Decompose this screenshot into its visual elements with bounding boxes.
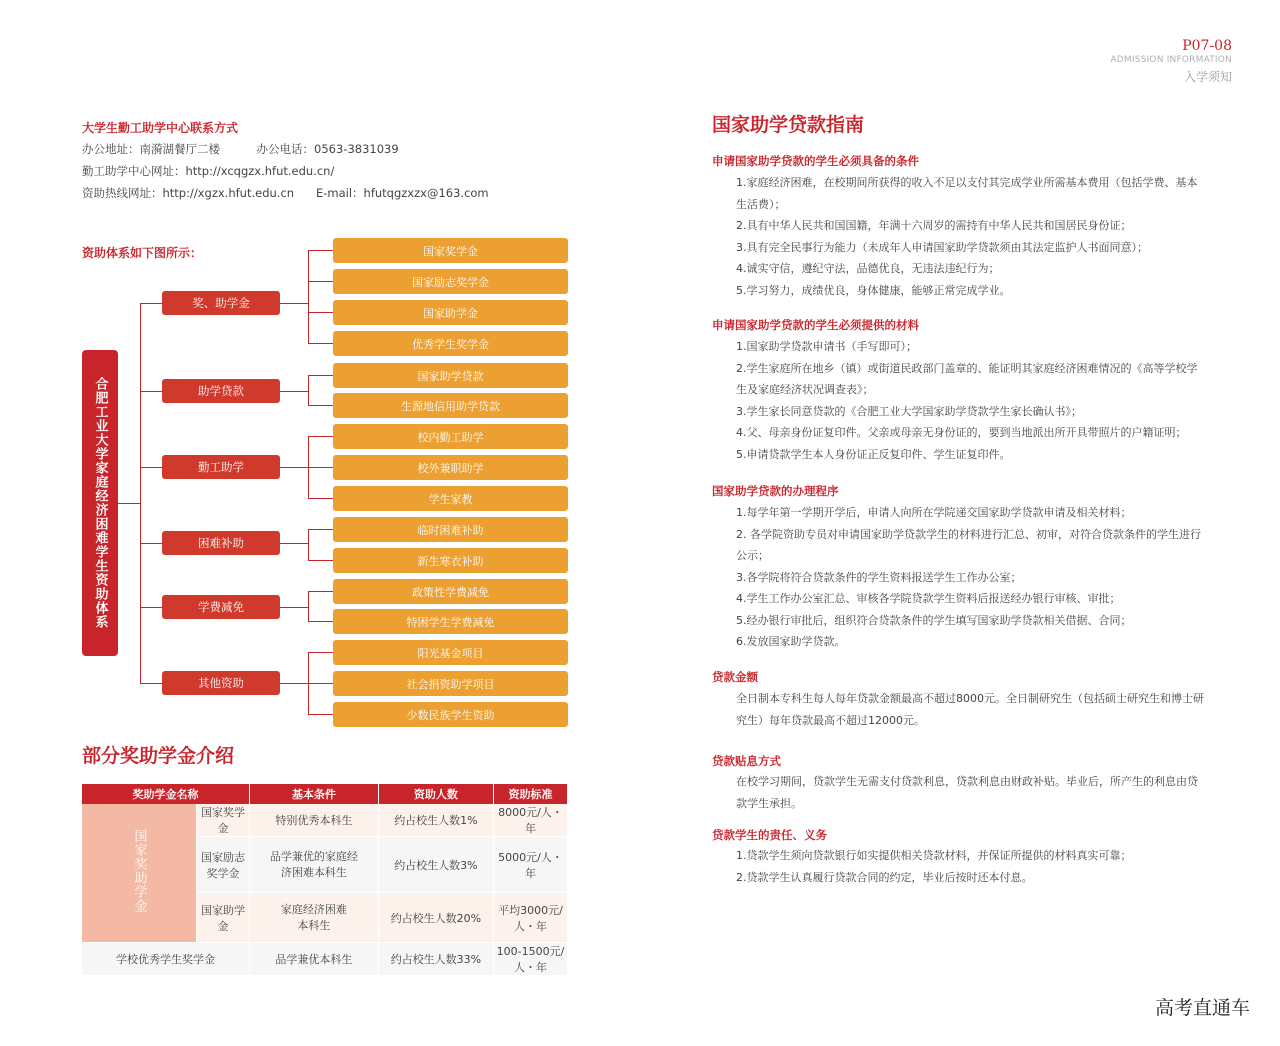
leaf-node: 社会捐资助学项目 [333, 671, 568, 696]
connector [140, 303, 141, 684]
leaf-node: 国家奖学金 [333, 238, 568, 263]
cell-name: 国家奖学金 [197, 804, 250, 837]
system-title: 资助体系如下图所示： [82, 246, 203, 260]
connector [308, 375, 333, 376]
connector [308, 591, 333, 592]
cell-condition: 特别优秀本科生 [249, 804, 378, 837]
connector [308, 529, 333, 530]
leaf-node: 校内勤工助学 [333, 424, 568, 449]
list-item: 5.学习努力，成绩优良，身体健康，能够正常完成学业。 [736, 283, 1011, 297]
leaf-node: 新生寒衣补助 [333, 548, 568, 573]
leaf-node: 政策性学费减免 [333, 579, 568, 604]
section-heading-duties: 贷款学生的责任、义务 [712, 828, 827, 842]
group-label [82, 804, 197, 943]
paragraph: 全日制本专科生每人每年贷款金额最高不超过8000元。全日制研究生（包括硕士研究生和博士研究生）每年贷款最高不超过12000元。 [736, 692, 1204, 727]
cell-count: 约占校生人数33% [378, 943, 493, 976]
list-item: 4.父、母亲身份证复印件。父亲或母亲无身份证的，要到当地派出所开具带照片的户籍证明； [736, 426, 1187, 439]
paragraph: 在校学习期间，贷款学生无需支付贷款利息，贷款利息由财政补贴。毕业后，所产生的利息由贷款学生承担。 [736, 775, 1198, 810]
section-procedure [712, 502, 1204, 653]
connector [140, 467, 162, 468]
contact-website[interactable]: 勤工助学中心网址：http://xcqgzx.hfut.edu.cn/ [82, 164, 335, 178]
list-item: 1.贷款学生须向贷款银行如实提供相关贷款材料，并保证所提供的材料真实可靠； [736, 849, 1132, 862]
watermark: 高考直通车 [1154, 997, 1250, 1019]
cell-standard: 5000元/人・年 [493, 837, 567, 893]
cell-name: 国家助学金 [197, 893, 250, 943]
leaf-node: 阳光基金项目 [333, 640, 568, 665]
contact-address-phone: 办公地址：南漪湖餐厅二楼 办公电话：0563-3831039 [82, 142, 399, 156]
list-item: 5.申请贷款学生本人身份证正反复印件、学生证复印件。 [736, 447, 1011, 461]
node-student-loan: 助学贷款 [162, 379, 280, 403]
guide-title: 国家助学贷款指南 [712, 114, 865, 136]
connector [140, 607, 162, 608]
list-item: 2.学生家庭所在地乡（镇）或街道民政部门盖章的、能证明其家庭经济困难情况的《高等学校学生及家庭经济状况调查表》； [736, 361, 1198, 396]
list-item: 1.国家助学贷款申请书（手写即可）； [736, 340, 917, 353]
scholarship-section-title: 部分奖助学金介绍 [82, 745, 235, 767]
section-heading-materials: 申请国家助学贷款的学生必须提供的材料 [712, 318, 919, 332]
connector [308, 683, 333, 684]
list-item: 6.发放国家助学贷款。 [736, 635, 846, 648]
connector [308, 343, 333, 344]
list-item: 3.学生家长同意贷款的《合肥工业大学国家助学贷款学生家长确认书》； [736, 404, 1082, 418]
contact-hotline-email[interactable]: 资助热线网址：http://xgzx.hfut.edu.cn E-mail：hfutqgzxzx@163.com [82, 186, 489, 200]
root-node-label: 合肥工业大学家庭经济困难学生资助体系 [92, 377, 108, 629]
connector [308, 375, 309, 406]
leaf-node: 少数民族学生资助 [333, 702, 568, 727]
table-row [82, 804, 568, 837]
root-node [82, 350, 118, 656]
connector [140, 303, 162, 304]
list-item: 2.贷款学生认真履行贷款合同的约定，毕业后按时还本付息。 [736, 870, 1033, 884]
connector [280, 303, 309, 304]
contact-title: 大学生勤工助学中心联系方式 [82, 121, 239, 135]
cell-condition: 家庭经济困难本科生 [249, 893, 378, 943]
table-row [82, 943, 568, 976]
section-heading-procedure: 国家助学贷款的办理程序 [712, 484, 839, 498]
section-heading-conditions: 申请国家助学贷款的学生必须具备的条件 [712, 154, 919, 168]
connector [308, 281, 333, 282]
node-hardship-subsidy: 困难补助 [162, 531, 280, 555]
cell-name: 国家励志奖学金 [197, 837, 250, 893]
list-item: 1.每学年第一学期开学后，申请人向所在学院递交国家助学贷款申请及相关材料； [736, 506, 1132, 519]
list-item: 2.具有中华人民共和国国籍，年满十六周岁的需持有中华人民共和国居民身份证； [736, 219, 1132, 232]
connector [308, 529, 309, 560]
list-item: 4.诚实守信，遵纪守法，品德优良，无违法违纪行为； [736, 262, 1000, 275]
leaf-node: 国家助学贷款 [333, 363, 568, 388]
leaf-node: 生源地信用助学贷款 [333, 393, 568, 418]
node-other-aid: 其他资助 [162, 671, 280, 695]
connector [280, 543, 309, 544]
section-amount [712, 688, 1204, 731]
connector [308, 405, 333, 406]
connector [308, 560, 333, 561]
node-scholarship-grant: 奖、助学金 [162, 291, 280, 315]
cell-condition: 品学兼优的家庭经济困难本科生 [249, 837, 378, 893]
connector [308, 498, 333, 499]
list-item: 1.家庭经济困难，在校期间所获得的收入不足以支付其完成学业所需基本费用（包括学费、基本生活费）； [736, 176, 1198, 211]
connector [308, 652, 333, 653]
cell-standard: 8000元/人・年 [493, 804, 567, 837]
connector [308, 250, 309, 344]
header-chinese: 入学须知 [1183, 70, 1232, 84]
col-header-condition: 基本条件 [249, 784, 378, 804]
cell-count: 约占校生人数1% [378, 804, 493, 837]
leaf-node: 学生家教 [333, 486, 568, 511]
list-item: 2. 各学院资助专员对申请国家助学贷款学生的材料进行汇总、初审，对符合贷款条件的学生进行公示； [736, 527, 1201, 562]
scholarship-table [82, 784, 568, 976]
section-materials [712, 336, 1204, 465]
connector [308, 714, 333, 715]
connector [280, 467, 309, 468]
connector [280, 391, 309, 392]
connector [308, 591, 309, 622]
cell-standard: 平均3000元/人・年 [493, 893, 567, 943]
connector [140, 683, 162, 684]
cell-count: 约占校生人数3% [378, 837, 493, 893]
connector [280, 607, 309, 608]
leaf-node: 国家助学金 [333, 300, 568, 325]
node-work-study: 勤工助学 [162, 455, 280, 479]
col-header-name: 奖助学金名称 [82, 784, 249, 804]
group-label-text: 国家奖助学金 [131, 829, 147, 913]
connector [308, 621, 333, 622]
connector [280, 683, 309, 684]
list-item: 3.各学院将符合贷款条件的学生资料报送学生工作办公室； [736, 570, 1022, 584]
cell-standard: 100-1500元/人・年 [493, 943, 567, 976]
connector [308, 312, 333, 313]
connector [118, 503, 140, 504]
list-item: 5.经办银行审批后，组织符合贷款条件的学生填写国家助学贷款相关借据、合同； [736, 613, 1132, 627]
connector [140, 391, 162, 392]
cell-count: 约占校生人数20% [378, 893, 493, 943]
leaf-node: 优秀学生奖学金 [333, 331, 568, 356]
section-interest [712, 771, 1204, 814]
node-tuition-waiver: 学费减免 [162, 595, 280, 619]
section-heading-amount: 贷款金额 [712, 670, 758, 684]
connector [140, 543, 162, 544]
page-number: P07-08 [1182, 38, 1232, 54]
cell-name: 学校优秀学生奖学金 [82, 943, 249, 976]
leaf-node: 特困学生学费减免 [333, 609, 568, 634]
leaf-node: 国家励志奖学金 [333, 269, 568, 294]
leaf-node: 校外兼职助学 [333, 455, 568, 480]
connector [308, 467, 333, 468]
leaf-node: 临时困难补助 [333, 517, 568, 542]
header-english: ADMISSION INFORMATION [1110, 55, 1232, 65]
connector [308, 436, 333, 437]
section-duties [712, 845, 1204, 888]
connector [308, 250, 333, 251]
list-item: 3.具有完全民事行为能力（未成年人申请国家助学贷款须由其法定监护人书面同意）； [736, 240, 1148, 254]
section-conditions [712, 172, 1204, 301]
section-heading-interest: 贷款贴息方式 [712, 754, 781, 768]
col-header-count: 资助人数 [378, 784, 493, 804]
list-item: 4.学生工作办公室汇总、审核各学院贷款学生资料后报送经办银行审核、审批； [736, 592, 1121, 605]
col-header-standard: 资助标准 [493, 784, 567, 804]
cell-condition: 品学兼优本科生 [249, 943, 378, 976]
